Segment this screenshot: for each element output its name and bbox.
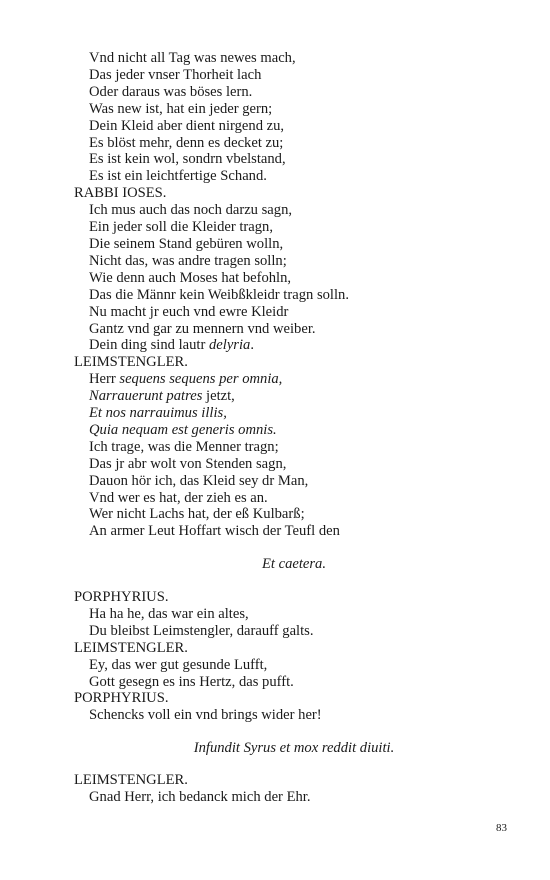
verse-line xyxy=(74,236,514,253)
verse-block-2 xyxy=(74,589,514,724)
text-segment: Was new ist, hat ein jeder gern; xyxy=(89,100,273,117)
text-segment: Vnd nicht all Tag was newes mach, xyxy=(89,50,296,66)
verse-line xyxy=(74,67,514,84)
text-segment: Dein ding sind lautr xyxy=(89,337,209,354)
stage-direction-infundit xyxy=(74,740,514,757)
verse-line xyxy=(74,506,514,523)
speaker-name xyxy=(74,589,514,606)
text-segment: Das jeder vnser Thorheit lach xyxy=(89,66,262,83)
verse-line xyxy=(74,50,514,67)
verse-block-3 xyxy=(74,772,514,806)
verse-line xyxy=(74,388,514,405)
text-segment: Ha ha he, das war ein altes, xyxy=(89,605,249,622)
text-segment: Wie denn auch Moses hat befohln, xyxy=(89,269,292,286)
italic-text: delyria xyxy=(208,337,251,354)
italic-text: Quia nequam est generis omnis. xyxy=(89,421,277,438)
italic-text: sequens sequens per omnia, xyxy=(119,371,283,388)
verse-line xyxy=(74,490,514,507)
text-segment: Das die Männr kein Weibßkleidr tragn solln. xyxy=(89,286,349,303)
italic-text: Narrauerunt patres xyxy=(89,388,203,405)
verse-line xyxy=(74,253,514,270)
verse-line xyxy=(74,304,514,321)
text-segment: . xyxy=(322,556,327,572)
stage-direction-et-caetera xyxy=(74,556,514,573)
verse-line xyxy=(74,270,514,287)
verse-line xyxy=(74,707,514,724)
verse-block-1 xyxy=(74,50,514,540)
text-segment: RABBI IOSES. xyxy=(74,185,167,202)
text-segment: PORPHYRIUS. xyxy=(74,589,169,605)
verse-line xyxy=(74,135,514,152)
text-segment: Es ist ein leichtfertige Schand. xyxy=(89,168,267,185)
verse-line xyxy=(74,219,514,236)
verse-line xyxy=(74,456,514,473)
text-segment: Wer nicht Lachs hat, der eß Kulbarß; xyxy=(89,506,305,523)
verse-line xyxy=(74,439,514,456)
text-segment: LEIMSTENGLER. xyxy=(74,772,188,788)
text-segment: Ich trage, was die Menner tragn; xyxy=(89,438,279,455)
page-number: 83 xyxy=(496,822,507,834)
verse-line xyxy=(74,168,514,185)
verse-line xyxy=(74,321,514,338)
text-segment: Dauon hör ich, das Kleid sey dr Man, xyxy=(89,472,309,489)
text-segment: LEIMSTENGLER. xyxy=(74,354,188,371)
text-segment: Ich mus auch das noch darzu sagn, xyxy=(89,202,293,219)
speaker-name xyxy=(74,185,514,202)
text-segment: Schencks voll ein vnd brings wider her! xyxy=(89,707,322,724)
italic-text: Et nos narrauimus illis, xyxy=(89,405,227,422)
text-segment: Nicht das, was andre tragen solln; xyxy=(89,252,287,269)
verse-line xyxy=(74,337,514,354)
verse-line xyxy=(74,523,514,540)
text-segment: Gantz vnd gar zu mennern vnd weiber. xyxy=(89,320,316,337)
text-segment: Gnad Herr, ich bedanck mich der Ehr. xyxy=(89,788,311,805)
speaker-name xyxy=(74,690,514,707)
text-segment: . xyxy=(250,337,254,354)
text-segment: LEIMSTENGLER. xyxy=(74,639,188,656)
verse-line xyxy=(74,101,514,118)
text-segment: Das jr abr wolt von Stenden sagn, xyxy=(89,455,287,472)
italic-text: Infundit Syrus et mox reddit diuiti. xyxy=(193,740,395,756)
text-segment: Herr xyxy=(89,371,120,388)
speaker-name xyxy=(74,772,514,789)
verse-line xyxy=(74,789,514,806)
text-segment: Es blöst mehr, denn es decket zu; xyxy=(89,134,284,151)
text-segment: Du bleibst Leimstengler, darauff galts. xyxy=(89,622,314,639)
verse-line xyxy=(74,473,514,490)
verse-line xyxy=(74,84,514,101)
speaker-name xyxy=(74,354,514,371)
text-segment: An armer Leut Hoffart wisch der Teufl den xyxy=(89,523,340,540)
text-segment: Es ist kein wol, sondrn vbelstand, xyxy=(89,151,286,168)
text-segment: jetzt, xyxy=(202,388,235,405)
text-segment: Dein Kleid aber dient nirgend zu, xyxy=(89,117,285,134)
verse-line xyxy=(74,405,514,422)
verse-line xyxy=(74,371,514,388)
text-segment: Vnd wer es hat, der zieh es an. xyxy=(89,489,268,506)
text-segment: Die seinem Stand gebüren wolln, xyxy=(89,235,284,252)
verse-line xyxy=(74,118,514,135)
verse-line xyxy=(74,287,514,304)
text-segment: Oder daraus was böses lern. xyxy=(89,83,253,100)
verse-line xyxy=(74,422,514,439)
text-segment: Gott gesegn es ins Hertz, das pufft. xyxy=(89,673,294,690)
verse-line xyxy=(74,151,514,168)
verse-line xyxy=(74,657,514,674)
speaker-name xyxy=(74,640,514,657)
text-segment: Ey, das wer gut gesunde Lufft, xyxy=(89,656,268,673)
italic-text: Et caetera xyxy=(261,556,323,572)
text-segment: Ein jeder soll die Kleider tragn, xyxy=(89,219,273,236)
verse-line xyxy=(74,674,514,691)
text-segment: Nu macht jr euch vnd ewre Kleidr xyxy=(89,303,289,320)
text-segment: PORPHYRIUS. xyxy=(74,690,169,707)
verse-line xyxy=(74,202,514,219)
verse-line xyxy=(74,623,514,640)
verse-line xyxy=(74,606,514,623)
